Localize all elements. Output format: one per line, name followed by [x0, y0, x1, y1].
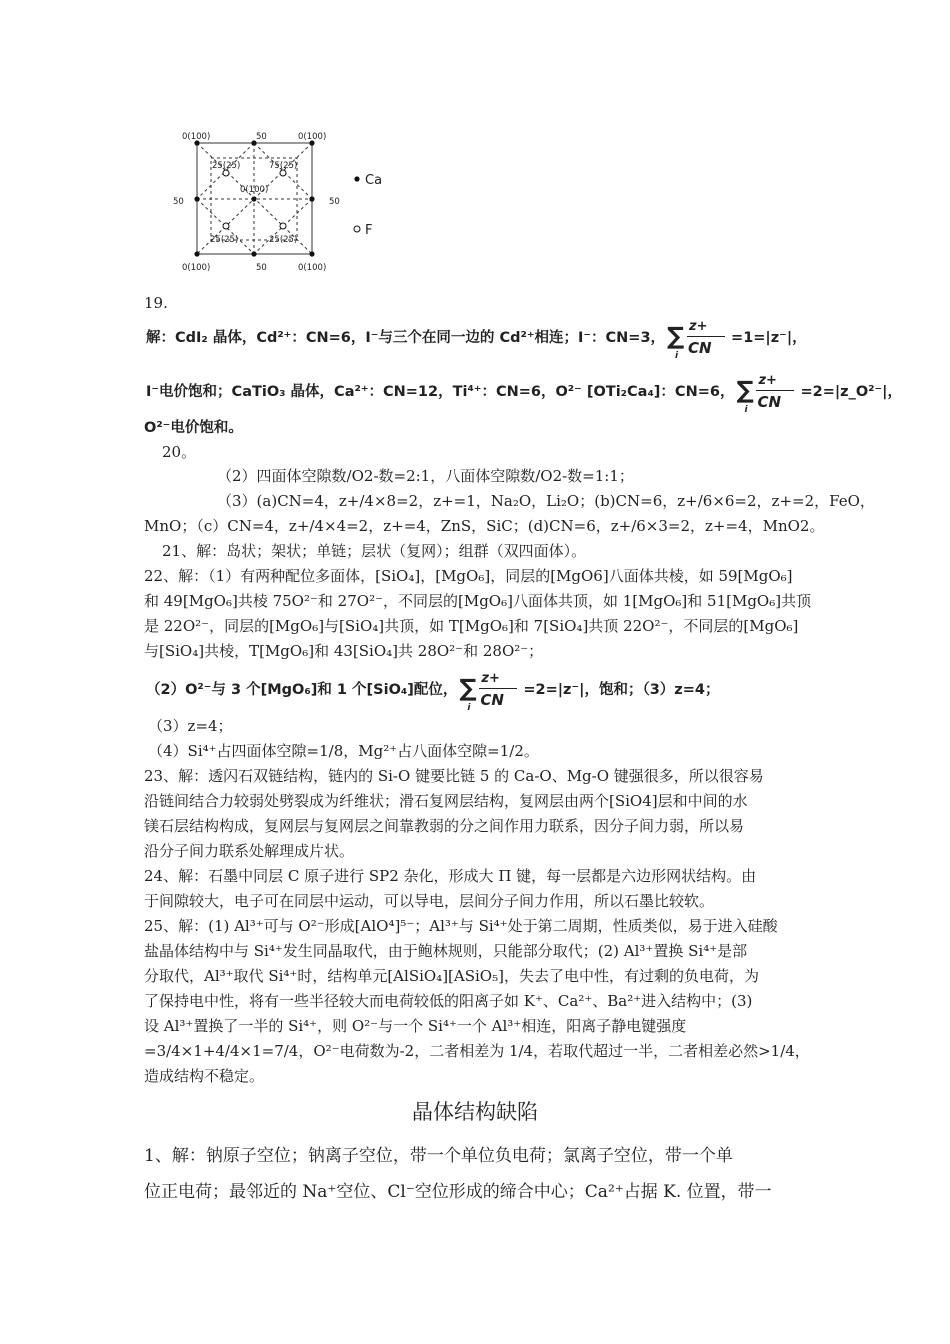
q19-line-3: O²⁻电价饱和。 [144, 420, 243, 436]
ca-atom [251, 251, 256, 256]
q19-number: 19. [144, 294, 168, 312]
f-atom [280, 223, 286, 229]
q22-line-4: 与[SiO₄]共棱，T[MgO₆]和 43[SiO₄]共 28O²⁻和 28O²⁻； [144, 642, 544, 660]
q22-line-6: （3）z=4； [148, 717, 233, 735]
q24-line-2: 于间隙较大，电子可在同层中运动，可以导电，层间分子间力作用，所以石墨比较软。 [144, 892, 715, 910]
sum-fraction [736, 372, 798, 415]
sum-numerator: z+ [481, 671, 500, 686]
label-right-mid: 50 [329, 197, 340, 207]
defects-q1-line-2: 位正电荷；最邻近的 Na⁺空位、Cl⁻空位形成的缔合中心；Ca²⁺占据 K. 位置，带一 [144, 1182, 772, 1202]
label-tet-br: 25(25) [269, 235, 298, 245]
q22-line-5 [146, 670, 720, 713]
sum-denominator: CN [757, 393, 782, 411]
sum-numerator: z+ [689, 319, 708, 334]
label-top-mid: 50 [256, 132, 267, 142]
fluorite-structure-diagram [160, 128, 400, 278]
fraction-bar [756, 390, 794, 391]
q22-line-2: 和 49[MgO₆]共棱 75O²⁻和 27O²⁻，不同层的[MgO₆]八面体共顶，如 1[MgO₆]和 51[MgO₆]共顶 [144, 592, 812, 610]
q25-line-1: 25、解：(1) Al³⁺可与 O²⁻形成[AlO⁴]⁵⁻；Al³⁺与 Si⁴⁺处于第二周期，性质类似，易于进入硅酸 [144, 917, 778, 935]
sum-sigma: ∑ [736, 376, 754, 404]
label-tet-bl: 25(25) [210, 235, 239, 245]
fraction-bar [687, 336, 725, 337]
sum-index: i [744, 405, 748, 415]
ca-atom [251, 196, 256, 201]
label-bottom-mid: 50 [256, 263, 267, 273]
q22-line-3: 是 22O²⁻，同层的[MgO₆]与[SiO₄]共顶，如 T[MgO₆]和 7[SiO₄]共顶 22O²⁻，不同层的[MgO₆] [144, 617, 799, 635]
label-left-mid: 50 [173, 197, 184, 207]
q20-line-3: MnO；（c）CN=4，z+/4×4=2，z+=4，ZnS，SiC；(d)CN=6，z+/6×3=2，z+=4，MnO2。 [144, 517, 825, 535]
legend-ca-marker [354, 176, 359, 181]
q20-line-1: （2）四面体空隙数/O2-数=2:1，八面体空隙数/O2-数=1:1； [217, 467, 634, 485]
label-tet-tl: 25(25) [212, 161, 241, 171]
label-corner-tr: 0(100) [298, 132, 327, 142]
q19-line-1 [146, 318, 807, 361]
sum-fraction [667, 318, 729, 361]
label-corner-br: 0(100) [298, 263, 327, 273]
q19-line-1-result: =1=|z⁻|， [731, 330, 807, 346]
q22-line-7: （4）Si⁴⁺占四面体空隙=1/8，Mg²⁺占八面体空隙=1/2。 [148, 742, 539, 760]
sum-index: i [467, 703, 471, 713]
label-center: 0(100) [240, 185, 269, 195]
sum-numerator: z+ [758, 373, 777, 388]
q25-line-4: 了保持电中性，将有一些半径较大而电荷较低的阳离子如 K⁺、Ca²⁺、Ba²⁺进入结构中；(3) [144, 992, 753, 1010]
label-corner-bl: 0(100) [182, 263, 211, 273]
q24-line-1: 24、解：石墨中同层 C 原子进行 SP2 杂化，形成大 Π 键，每一层都是六边形网状结构。由 [144, 867, 757, 885]
sum-sigma: ∑ [459, 674, 477, 702]
sum-fraction [459, 670, 521, 713]
sum-denominator: CN [480, 691, 504, 709]
q22-line-5-text: （2）O²⁻与 3 个[MgO₆]和 1 个[SiO₄]配位， [146, 682, 458, 698]
legend-f-marker [354, 226, 360, 232]
q22-line-1: 22、解：（1）有两种配位多面体，[SiO₄]，[MgO₆]，同层的[MgO6]八面体共棱，如 59[MgO₆] [144, 567, 793, 585]
q19-line-2 [146, 372, 902, 415]
defects-q1-line-1: 1、解：钠原子空位；钠离子空位，带一个单位负电荷；氯离子空位，带一个单 [144, 1146, 733, 1166]
q19-line-2-result: =2=|z_O²⁻|， [800, 384, 902, 400]
q25-line-5: 设 Al³⁺置换了一半的 Si⁴⁺，则 O²⁻与一个 Si⁴⁺一个 Al³⁺相连，阳离子静电键强度 [144, 1017, 687, 1035]
q19-line-2-text: I⁻电价饱和；CaTiO₃ 晶体，Ca²⁺：CN=12，Ti⁴⁺：CN=6，O²⁻ [OTi₂Ca₄]：CN=6， [146, 384, 735, 400]
sum-sigma: ∑ [667, 322, 685, 350]
sum-denominator: CN [688, 339, 712, 357]
q19-line-1-text: 解：CdI₂ 晶体，Cd²⁺：CN=6，I⁻与三个在同一边的 Cd²⁺相连；I⁻：CN=3， [146, 330, 666, 346]
ca-atom [309, 196, 314, 201]
q25-line-7: 造成结构不稳定。 [144, 1067, 265, 1085]
q20-number: 20。 [162, 443, 197, 461]
q20-line-2: （3）(a)CN=4，z+/4×8=2，z+=1，Na₂O，Li₂O；(b)CN=6，z+/6×6=2，z+=2，FeO， [217, 492, 875, 510]
section-title: 晶体结构缺陷 [412, 1100, 538, 1124]
q22-line-5-result: =2=|z⁻|，饱和；（3）z=4； [523, 682, 720, 698]
q25-line-3: 分取代，Al³⁺取代 Si⁴⁺时，结构单元[AlSiO₄][ASiO₅]，失去了电中性，有过剩的负电荷，为 [144, 967, 759, 985]
sum-index: i [675, 351, 679, 361]
legend-f-label: F [365, 223, 373, 238]
q23-line-1: 23、解：透闪石双链结构，链内的 Si-O 键要比链 5 的 Ca-O、Mg-O 键强很多，所以很容易 [144, 767, 764, 785]
q23-line-4: 沿分子间力联系处解理成片状。 [144, 842, 355, 860]
legend-ca-label: Ca [365, 173, 383, 188]
q21-line: 21、解：岛状；架状；单链；层状（复网）；组群（双四面体）。 [162, 542, 587, 560]
label-tet-tr: 75(25) [269, 161, 298, 171]
q25-line-2: 盐晶体结构中与 Si⁴⁺发生同晶取代，由于鲍林规则，只能部分取代；(2) Al³⁺置换 Si⁴⁺是部 [144, 942, 748, 960]
q23-line-3: 镁石层结构构成，复网层与复网层之间靠教弱的分之间作用力联系，因分子间力弱，所以易 [144, 817, 745, 835]
label-corner-tl: 0(100) [182, 132, 211, 142]
q25-line-6: =3/4×1+4/4×1=7/4，O²⁻电荷数为-2，二者相差为 1/4，若取代超过一半，二者相差必然>1/4， [144, 1042, 810, 1060]
f-atom [223, 223, 229, 229]
fraction-bar [479, 688, 517, 689]
ca-atom [194, 251, 199, 256]
ca-atom [194, 196, 199, 201]
ca-atom [309, 251, 314, 256]
q23-line-2: 沿链间结合力较弱处劈裂成为纤维状；滑石复网层结构，复网层由两个[SiO4]层和中间的水 [144, 792, 748, 810]
